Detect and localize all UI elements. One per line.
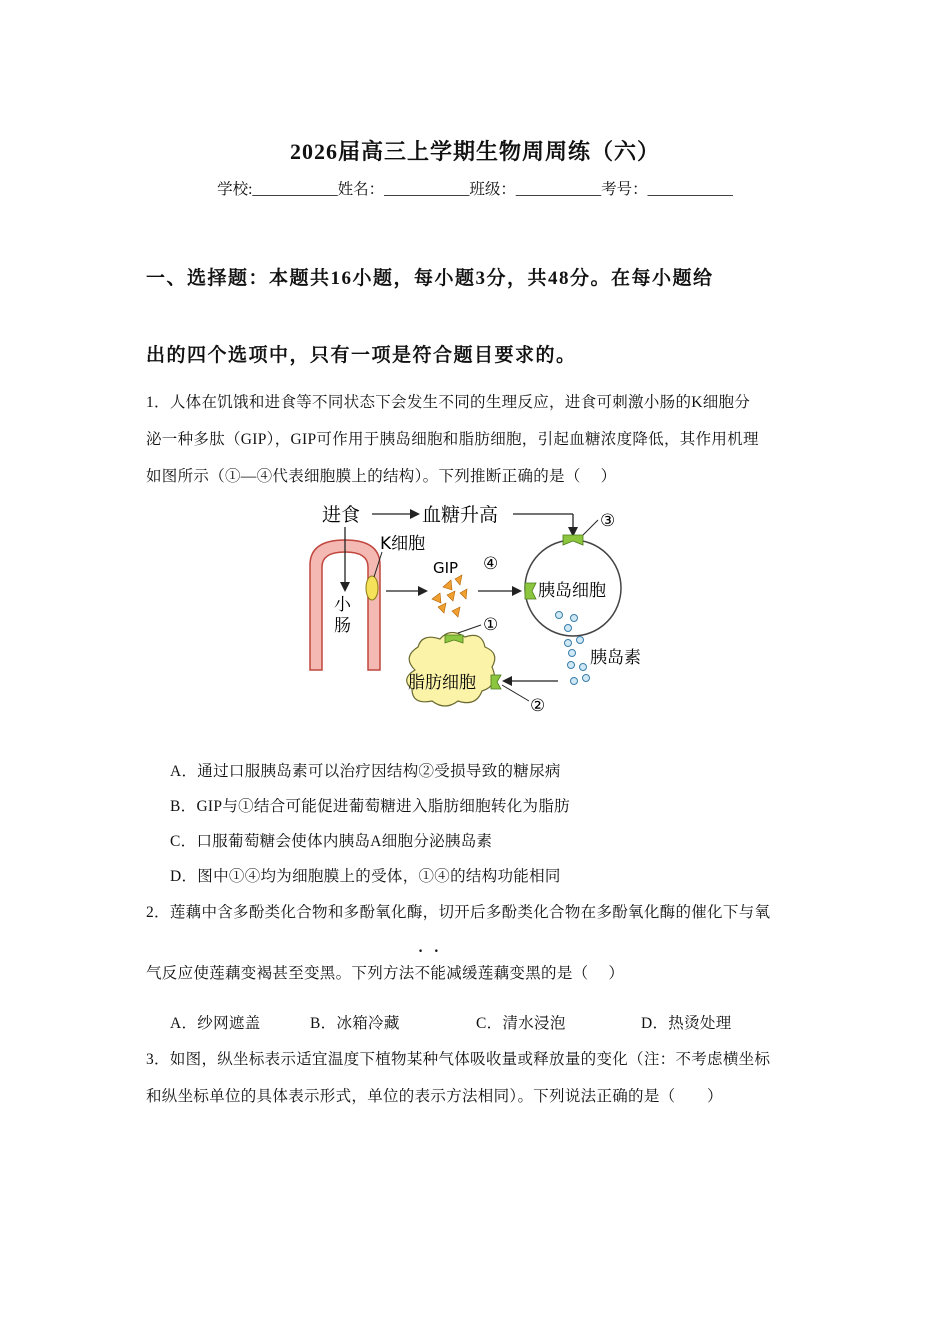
label-2: ② [530,696,546,716]
intestine-label-1: 小 [334,595,351,615]
q1-line3: 如图所示（①—④代表细胞膜上的结构）。下列推断正确的是（ ） [146,468,617,485]
q2-option-d: D．热烫处理 [641,1015,732,1032]
q2-line2-pre: 气反应使莲藕变褐甚至变黑。下列方法 [146,965,415,982]
insulin-label: 胰岛素 [590,648,641,668]
section-heading-line1: 一、选择题：本题共16小题，每小题3分，共48分。在每小题给 [146,268,714,289]
label-1: ① [483,615,499,635]
student-info-line: 学校:___________姓名：___________班级：___________考号：___________ [217,181,733,198]
k-cell-label: K细胞 [380,534,426,554]
q1-option-c: C．口服葡萄糖会使体内胰岛A细胞分泌胰岛素 [170,833,493,850]
q1-option-b: B．GIP与①结合可能促进葡萄糖进入脂肪细胞转化为脂肪 [170,798,570,815]
blood-sugar-rise-label: 血糖升高 [422,504,499,526]
q2-line1: 2．莲藕中含多酚类化合物和多酚氧化酶，切开后多酚类化合物在多酚氧化酶的催化下与氧 [146,904,771,921]
q3-line1: 3．如图，纵坐标表示适宜温度下植物某种气体吸收量或释放量的变化（注：不考虑横坐标 [146,1051,771,1068]
k-cell-shape [366,576,378,600]
q1-option-a: A．通过口服胰岛素可以治疗因结构②受损导致的糖尿病 [170,763,561,780]
fat-cell-label: 脂肪细胞 [408,673,476,693]
gip-label: GIP [433,559,459,577]
q2-line2-post: 减缓莲藕变黑的是（ ） [446,965,625,982]
fat-cell-shape [407,632,495,706]
q1-option-d: D．图中①④均为细胞膜上的受体，①④的结构功能相同 [170,868,561,885]
label-3: ③ [600,511,616,531]
gip-molecules [432,575,467,617]
gip-mechanism-figure [300,495,660,720]
intestine-label-2: 肠 [334,616,351,636]
q1-line2: 泌一种多肽（GIP），GIP可作用于胰岛细胞和脂肪细胞，引起血糖浓度降低，其作用机理 [146,431,759,448]
islet-cell-label: 胰岛细胞 [538,581,606,601]
q3-line2: 和纵坐标单位的具体表示形式，单位的表示方法相同）。下列说法正确的是（ ） [146,1088,723,1105]
receptor-2-shape [491,675,501,689]
q2-option-a: A．纱网遮盖 [170,1015,261,1032]
q1-line1: 1．人体在饥饿和进食等不同状态下会发生不同的生理反应，进食可刺激小肠的K细胞分 [146,394,751,411]
label-4: ④ [483,554,499,574]
q2-line2 [146,961,624,983]
eating-label: 进食 [322,504,361,526]
q2-emphasis-can: 能 [430,965,447,982]
page-title: 2026届高三上学期生物周周练（六） [289,139,660,164]
q2-option-c: C．清水浸泡 [476,1015,566,1032]
section-heading-line2: 出的四个选项中，只有一项是符合题目要求的。 [146,345,577,366]
q2-option-b: B．冰箱冷藏 [310,1015,400,1032]
q2-emphasis-not: 不 [414,965,431,982]
